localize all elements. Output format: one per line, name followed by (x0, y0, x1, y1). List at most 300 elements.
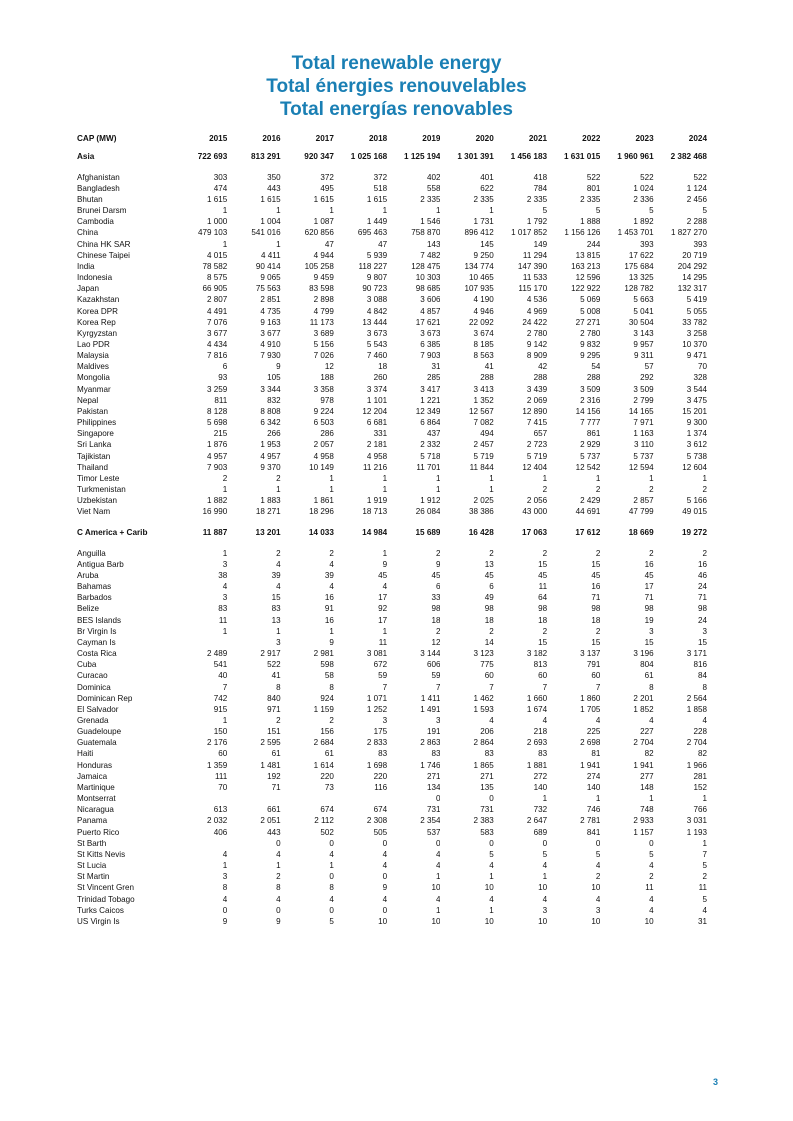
value-cell: 1 876 (207, 440, 228, 450)
value-cell: 49 015 (682, 507, 707, 517)
header-year: 2016 (262, 134, 281, 144)
country-name: Costa Rica (77, 649, 117, 659)
value-cell: 10 (484, 916, 494, 926)
value-cell: 1 (276, 861, 281, 871)
table-row (77, 615, 707, 626)
header-year: 2018 (368, 134, 388, 144)
region-total-cell: 17 612 (575, 528, 601, 537)
table-row (77, 239, 707, 250)
value-cell: 731 (480, 805, 494, 815)
value-cell: 8 (276, 883, 281, 893)
value-cell: 71 (271, 782, 281, 792)
table-row (77, 417, 707, 428)
value-cell: 10 (591, 916, 601, 926)
value-cell: 695 463 (357, 228, 388, 238)
value-cell (174, 838, 227, 849)
value-cell: 12 596 (575, 273, 601, 283)
value-cell: 24 (697, 615, 707, 625)
value-cell: 2 (702, 872, 707, 882)
value-cell: 14 (484, 637, 494, 647)
value-cell: 1 792 (526, 217, 548, 227)
value-cell: 7 082 (473, 418, 494, 428)
value-cell: 1 (595, 794, 601, 804)
region-total-cell: 16 428 (468, 528, 494, 537)
value-cell: 2 (276, 473, 281, 483)
value-cell: 9 (329, 637, 334, 647)
value-cell: 2 (595, 626, 601, 636)
value-cell: 18 (538, 615, 548, 625)
page-number: 3 (712, 1077, 718, 1087)
value-cell: 2 335 (580, 194, 601, 204)
value-cell: 5 (702, 206, 707, 216)
value-cell: 281 (693, 771, 707, 781)
value-cell: 12 (431, 637, 441, 647)
value-cell: 406 (213, 827, 228, 837)
value-cell: 0 (489, 794, 494, 804)
value-cell: 0 (542, 838, 548, 848)
value-cell: 2 456 (686, 194, 707, 204)
value-cell: 45 (484, 570, 494, 580)
table-row (77, 838, 707, 849)
value-cell: 192 (267, 771, 281, 781)
country-name: El Salvador (77, 704, 119, 714)
value-cell: 5 (595, 206, 601, 216)
country-name: BES Islands (77, 615, 122, 625)
value-cell: 2 (276, 872, 281, 882)
value-cell: 2 383 (473, 816, 494, 826)
value-cell: 393 (693, 239, 707, 249)
value-cell: 1 912 (420, 496, 441, 506)
value-cell: 0 (329, 905, 334, 915)
value-cell: 328 (693, 373, 707, 383)
value-cell: 84 (697, 671, 707, 681)
value-cell: 1 (382, 473, 388, 483)
value-cell: 1 546 (420, 217, 441, 227)
value-cell: 0 (595, 838, 601, 848)
value-cell: 1 883 (260, 496, 281, 506)
value-cell: 606 (426, 660, 441, 670)
value-cell: 7 903 (420, 351, 441, 361)
value-cell: 2 (276, 548, 281, 558)
country-name: Kazakhstan (77, 295, 120, 305)
value-cell: 5 718 (420, 451, 441, 461)
header-year: 2015 (209, 134, 228, 144)
header-year: 2022 (582, 134, 601, 144)
value-cell: 5 (702, 861, 707, 871)
country-name: St Lucia (77, 861, 107, 871)
value-cell: 0 (489, 838, 494, 848)
value-cell: 6 864 (420, 418, 441, 428)
value-cell: 14 165 (628, 406, 654, 416)
table-row (77, 317, 707, 328)
value-cell: 0 (276, 838, 281, 848)
value-cell: 1 (435, 473, 441, 483)
value-cell: 15 (591, 559, 601, 569)
value-cell: 4 (702, 905, 707, 915)
country-name: Aruba (77, 570, 99, 580)
country-name: Mongolia (77, 373, 110, 383)
value-cell: 16 (324, 593, 334, 603)
table-row (77, 715, 707, 726)
region-total-row (77, 151, 707, 162)
value-cell: 9 807 (366, 273, 388, 283)
value-cell: 98 (538, 604, 548, 614)
value-cell: 1 (435, 206, 441, 216)
value-cell: 4 842 (366, 306, 388, 316)
value-cell: 896 412 (464, 228, 494, 238)
value-cell: 1 004 (260, 217, 281, 227)
value-cell: 558 (426, 183, 441, 193)
country-name: Haiti (77, 749, 94, 759)
value-cell: 4 (329, 849, 334, 859)
value-cell: 7 (595, 682, 601, 692)
table-row (77, 361, 707, 372)
value-cell: 12 567 (469, 406, 494, 416)
value-cell: 583 (480, 827, 494, 837)
value-cell: 66 905 (202, 284, 228, 294)
value-cell: 1 (542, 872, 548, 882)
value-cell: 83 (484, 749, 494, 759)
value-cell: 2 723 (526, 440, 548, 450)
value-cell: 2 457 (473, 440, 494, 450)
value-cell: 286 (320, 429, 334, 439)
value-cell: 2 595 (260, 738, 281, 748)
value-cell: 83 (218, 604, 228, 614)
value-cell: 1 462 (473, 693, 494, 703)
value-cell: 16 (591, 582, 601, 592)
table-row (77, 804, 707, 815)
value-cell: 1 (649, 794, 654, 804)
value-cell: 38 386 (469, 507, 494, 517)
value-cell: 2 335 (420, 194, 441, 204)
table-row (77, 172, 707, 183)
table-row (77, 760, 707, 771)
value-cell: 20 719 (682, 250, 707, 260)
value-cell: 331 (373, 429, 388, 439)
table-row (77, 384, 707, 395)
value-cell: 1 746 (420, 760, 441, 770)
value-cell: 1 827 270 (670, 228, 707, 238)
value-cell: 1 374 (686, 429, 707, 439)
value-cell: 9 (382, 559, 388, 569)
table-row (77, 726, 707, 737)
table-row (77, 581, 707, 592)
value-cell: 1 (542, 473, 548, 483)
value-cell: 90 414 (255, 261, 281, 271)
value-cell: 0 (222, 905, 228, 915)
value-cell: 4 857 (420, 306, 441, 316)
value-cell: 10 (644, 916, 654, 926)
value-cell: 5 543 (366, 340, 388, 349)
value-cell: 3 031 (686, 816, 707, 826)
value-cell: 522 (267, 660, 281, 670)
value-cell: 9 295 (580, 351, 601, 361)
value-cell: 2 (329, 548, 334, 558)
value-cell: 6 681 (366, 418, 388, 428)
value-cell: 57 (644, 362, 654, 372)
value-cell (174, 637, 227, 648)
value-cell: 3 182 (526, 649, 548, 659)
value-cell: 1 (222, 485, 228, 495)
value-cell: 4 190 (473, 295, 494, 305)
value-cell: 10 (484, 883, 494, 893)
value-cell: 4 (489, 894, 494, 904)
value-cell: 1 453 701 (617, 228, 654, 238)
value-cell: 2 (329, 716, 334, 725)
table-row (77, 428, 707, 439)
value-cell: 107 935 (464, 284, 494, 294)
country-name: Pakistan (77, 406, 109, 416)
value-cell: 11 (698, 883, 707, 893)
value-cell: 746 (586, 805, 601, 815)
value-cell: 3 374 (366, 384, 388, 394)
value-cell: 3 144 (420, 649, 441, 659)
value-cell: 7 971 (633, 418, 654, 428)
table-row (77, 905, 707, 916)
value-cell: 11 844 (469, 462, 494, 472)
value-cell: 15 (644, 637, 654, 647)
value-cell: 1 252 (366, 704, 388, 714)
value-cell: 3 (222, 559, 228, 569)
country-name: Montserrat (77, 794, 116, 804)
value-cell: 2 (489, 548, 494, 558)
value-cell: 1 705 (580, 704, 601, 714)
value-cell: 0 (382, 838, 388, 848)
value-cell: 10 149 (309, 462, 334, 472)
value-cell: 285 (426, 373, 441, 383)
value-cell: 2 684 (313, 738, 334, 748)
capacity-table (77, 133, 707, 927)
country-name: Korea DPR (77, 306, 118, 316)
country-name: Br Virgin Is (77, 626, 117, 636)
value-cell: 2 316 (580, 395, 601, 405)
value-cell: 3 606 (420, 295, 441, 305)
table-row (77, 548, 707, 559)
spacer-row (77, 538, 707, 548)
table-row (77, 882, 707, 893)
value-cell: 1 941 (580, 760, 601, 770)
value-cell: 1 (276, 485, 281, 495)
value-cell: 18 271 (255, 507, 281, 517)
country-name: Bangladesh (77, 183, 120, 193)
country-name: Barbados (77, 593, 112, 603)
value-cell: 1 (329, 861, 334, 871)
value-cell: 4 (649, 894, 654, 904)
value-cell: 7 777 (580, 418, 601, 428)
table-row (77, 205, 707, 216)
table-row (77, 473, 707, 484)
value-cell: 73 (324, 782, 334, 792)
value-cell: 4 (542, 716, 548, 725)
value-cell: 1 221 (420, 395, 441, 405)
country-name: Uzbekistan (77, 496, 118, 506)
table-row (77, 194, 707, 205)
value-cell: 541 016 (251, 228, 281, 238)
country-name: Singapore (77, 429, 114, 439)
value-cell: 3 081 (366, 649, 388, 659)
value-cell: 2 112 (314, 816, 334, 826)
value-cell: 2 (435, 626, 441, 636)
value-cell: 674 (320, 805, 334, 815)
value-cell: 61 (644, 671, 654, 681)
value-cell: 0 (382, 872, 388, 882)
value-cell: 661 (267, 805, 281, 815)
value-cell: 924 (320, 693, 334, 703)
value-cell: 54 (591, 362, 601, 372)
country-name: Martinique (77, 782, 115, 792)
value-cell: 13 815 (575, 250, 601, 260)
country-name: Afghanistan (77, 172, 120, 182)
value-cell: 227 (640, 727, 654, 737)
value-cell: 443 (267, 827, 281, 837)
table-row (77, 339, 707, 350)
value-cell: 7 903 (207, 462, 228, 472)
value-cell: 44 691 (575, 507, 601, 517)
value-cell: 3 417 (420, 384, 441, 394)
value-cell: 45 (538, 570, 548, 580)
value-cell: 15 (538, 637, 548, 647)
value-cell: 60 (218, 749, 228, 759)
table-row (77, 782, 707, 793)
value-cell: 61 (271, 749, 281, 759)
value-cell: 4 (595, 716, 601, 725)
value-cell: 220 (320, 771, 334, 781)
region-total-cell: 2 382 468 (670, 152, 707, 161)
value-cell: 775 (480, 660, 494, 670)
value-cell: 1 411 (420, 693, 441, 703)
value-cell: 3 358 (313, 384, 334, 394)
value-cell: 0 (435, 838, 441, 848)
table-row (77, 484, 707, 495)
value-cell: 804 (640, 660, 654, 670)
value-cell: 1 (595, 473, 601, 483)
value-cell: 1 660 (526, 693, 548, 703)
value-cell: 1 (222, 626, 228, 636)
value-cell: 6 (222, 362, 228, 372)
country-name: Honduras (77, 760, 113, 770)
value-cell: 2 288 (686, 217, 707, 227)
value-cell: 2 354 (420, 816, 441, 826)
table-row (77, 682, 707, 693)
country-name: Trinidad Tobago (77, 894, 135, 904)
value-cell: 613 (213, 805, 228, 815)
table-row (77, 815, 707, 826)
value-cell: 2 (489, 626, 494, 636)
value-cell: 1 (489, 473, 494, 483)
country-name: Kyrgyzstan (77, 328, 118, 338)
value-cell: 91 (324, 604, 334, 614)
table-row (77, 294, 707, 305)
table-row (77, 506, 707, 517)
value-cell: 2 (276, 716, 281, 725)
value-cell: 303 (213, 172, 228, 182)
value-cell: 7 026 (313, 351, 334, 361)
value-cell: 3 (649, 626, 654, 636)
value-cell: 11 533 (522, 273, 548, 283)
value-cell: 1 966 (686, 760, 707, 770)
table-row (77, 670, 707, 681)
value-cell: 75 563 (255, 284, 281, 294)
value-cell: 2 335 (526, 194, 548, 204)
value-cell: 292 (640, 373, 654, 383)
value-cell: 98 (484, 604, 494, 614)
country-name: Belize (77, 604, 100, 614)
value-cell: 522 (586, 172, 601, 182)
value-cell: 7 (382, 682, 388, 692)
value-cell: 78 582 (202, 261, 228, 271)
value-cell: 4 957 (207, 451, 228, 461)
value-cell: 1 614 (313, 760, 334, 770)
value-cell: 10 465 (469, 273, 494, 283)
value-cell: 17 (378, 593, 388, 603)
value-cell: 2 332 (420, 440, 441, 450)
spacer-row (77, 162, 707, 172)
value-cell: 1 888 (580, 217, 601, 227)
value-cell: 1 (382, 626, 388, 636)
value-cell: 218 (533, 727, 548, 737)
value-cell: 7 (435, 682, 441, 692)
table-row (77, 250, 707, 261)
value-cell: 12 542 (575, 462, 601, 472)
country-name: Thailand (77, 462, 109, 472)
value-cell: 3 673 (420, 328, 441, 338)
value-cell: 5 055 (686, 306, 707, 316)
value-cell: 2 929 (580, 440, 601, 450)
value-cell: 9 (276, 916, 281, 926)
value-cell: 1 882 (207, 496, 228, 506)
value-cell: 7 482 (420, 250, 441, 260)
value-cell: 816 (693, 660, 707, 670)
table-header-row (77, 133, 707, 145)
value-cell: 1 (222, 716, 228, 725)
value-cell: 437 (426, 429, 441, 439)
value-cell: 5 008 (580, 306, 601, 316)
value-cell: 10 (431, 916, 441, 926)
region-total-cell: 13 201 (255, 528, 281, 537)
value-cell: 1 491 (420, 704, 441, 714)
table-row (77, 395, 707, 406)
value-cell: 70 (697, 362, 707, 372)
value-cell: 9 459 (313, 273, 334, 283)
table-row (77, 871, 707, 882)
value-cell: 98 (431, 604, 441, 614)
value-cell: 1 858 (686, 704, 707, 714)
table-row (77, 771, 707, 782)
value-cell: 24 (697, 582, 707, 592)
value-cell: 17 621 (415, 317, 441, 327)
table-row (77, 704, 707, 715)
value-cell: 59 (378, 671, 388, 681)
value-cell: 10 (378, 916, 388, 926)
country-name: Indonesia (77, 273, 113, 283)
value-cell: 15 201 (682, 406, 707, 416)
table-row (77, 372, 707, 383)
value-cell: 1 861 (313, 496, 334, 506)
value-cell: 1 (489, 206, 494, 216)
value-cell: 4 (702, 716, 707, 725)
value-cell: 1 615 (313, 194, 334, 204)
region-total-cell: 14 033 (308, 528, 334, 537)
value-cell: 2 833 (366, 738, 388, 748)
value-cell: 26 084 (415, 507, 441, 517)
region-total-cell: 1 125 194 (404, 152, 441, 161)
value-cell (174, 793, 227, 804)
value-cell: 4 (276, 894, 281, 904)
value-cell: 505 (373, 827, 388, 837)
value-cell: 9 832 (580, 340, 601, 349)
value-cell: 3 (595, 905, 601, 915)
country-name: India (77, 261, 95, 271)
